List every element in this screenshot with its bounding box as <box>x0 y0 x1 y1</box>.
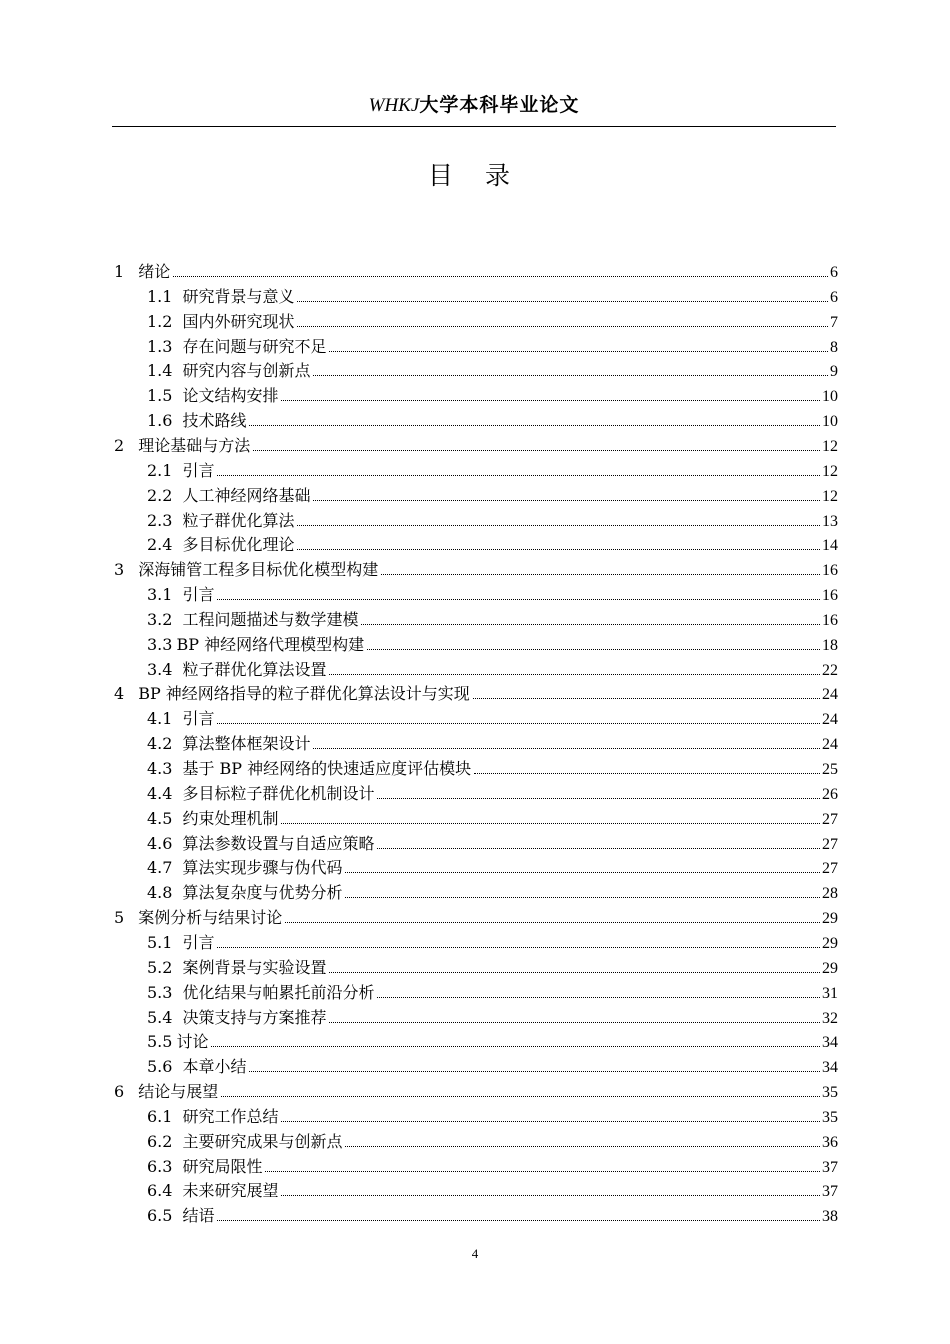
toc-dot-leader <box>313 748 820 749</box>
toc-entry-title: 引言 <box>182 585 215 605</box>
page-number: 4 <box>471 1246 479 1261</box>
toc-section-entry[interactable] <box>147 658 838 683</box>
toc-entry-number: 5.1 <box>147 932 173 952</box>
toc-dot-leader <box>281 1121 820 1122</box>
toc-entry-number: 4 <box>114 684 125 704</box>
toc-entry-label <box>147 310 294 335</box>
toc-entry-label <box>147 757 471 782</box>
toc-entry-label <box>147 782 374 807</box>
toc-page-number: 35 <box>822 1084 838 1102</box>
toc-entry-number: 4.7 <box>147 858 173 878</box>
toc-section-entry[interactable] <box>147 310 838 335</box>
toc-entry-title: 存在问题与研究不足 <box>182 336 327 356</box>
toc-dot-leader <box>329 674 820 675</box>
toc-entry-title: 基于 BP 神经网络的快速适应度评估模块 <box>182 759 472 778</box>
toc-section-entry[interactable] <box>147 335 838 360</box>
toc-chapter-entry[interactable] <box>114 682 838 707</box>
toc-page-number: 36 <box>822 1133 838 1151</box>
toc-entry-number: 6.3 <box>147 1156 173 1176</box>
toc-entry-number: 2.1 <box>147 460 173 480</box>
toc-dot-leader <box>297 525 820 526</box>
toc-entry-label <box>147 1105 278 1130</box>
toc-entry-title: 国内外研究现状 <box>182 311 295 331</box>
toc-entry-number: 4.3 <box>147 759 173 778</box>
toc-entry-number: 6 <box>114 1082 125 1102</box>
toc-entry-label <box>147 335 326 360</box>
toc-chapter-entry[interactable] <box>114 558 838 583</box>
toc-dot-leader <box>297 549 820 550</box>
toc-entry-label <box>147 881 342 906</box>
toc-page-number: 27 <box>822 835 838 853</box>
toc-section-entry[interactable] <box>147 533 838 558</box>
toc-dot-leader <box>329 1022 820 1023</box>
toc-entry-title: 技术路线 <box>182 411 247 431</box>
toc-dot-leader <box>211 1046 820 1047</box>
toc-dot-leader <box>473 698 820 699</box>
toc-entry-title: 粒子群优化算法设置 <box>182 659 327 679</box>
toc-entry-label <box>114 682 470 707</box>
toc-entry-label <box>147 1179 278 1204</box>
toc-entry-number: 6.5 <box>147 1206 173 1226</box>
header-title <box>369 94 580 116</box>
toc-entry-title: 结语 <box>182 1206 215 1226</box>
toc-entry-number: 3.2 <box>147 609 173 629</box>
toc-section-entry[interactable] <box>147 583 838 608</box>
toc-entry-number: 2.2 <box>147 485 173 505</box>
toc-entry-title: BP 神经网络代理模型构建 <box>176 634 365 654</box>
toc-dot-leader <box>297 326 828 327</box>
toc-entry-title: 约束处理机制 <box>182 808 279 828</box>
toc-page-number: 13 <box>822 512 838 530</box>
toc-entry-number: 1.5 <box>147 386 173 406</box>
toc-entry-title: 研究局限性 <box>182 1156 263 1176</box>
toc-page-number: 24 <box>822 736 838 754</box>
toc-entry-title: 理论基础与方法 <box>138 435 251 455</box>
toc-entry-title: 案例分析与结果讨论 <box>138 908 283 928</box>
toc-entry-number: 6.1 <box>147 1106 173 1126</box>
toc-entry-label <box>147 583 214 608</box>
toc-section-entry[interactable] <box>147 1179 838 1204</box>
toc-entry-title: 人工神经网络基础 <box>182 485 311 505</box>
toc-entry-number: 4.2 <box>147 734 173 754</box>
toc-page-number: 16 <box>822 611 838 629</box>
toc-entry-label <box>147 1204 214 1229</box>
toc-dot-leader <box>474 773 820 774</box>
toc-dot-leader <box>173 276 828 277</box>
toc-dot-leader <box>377 798 820 799</box>
toc-entry-number: 5.6 <box>147 1057 173 1077</box>
toc-entry-number: 4.1 <box>147 709 173 729</box>
toc-dot-leader <box>377 997 820 998</box>
toc-dot-leader <box>377 848 820 849</box>
toc-entry-number: 2 <box>114 435 125 455</box>
toc-entry-number: 4.5 <box>147 808 173 828</box>
toc-dot-leader <box>329 972 820 973</box>
toc-entry-label <box>147 1006 326 1031</box>
toc-section-entry[interactable] <box>147 285 838 310</box>
toc-dot-leader <box>249 1071 820 1072</box>
header-chinese: 大学本科毕业论文 <box>419 94 580 116</box>
toc-entry-label <box>147 459 214 484</box>
toc-entry-label <box>147 1030 208 1055</box>
toc-entry-title: 主要研究成果与创新点 <box>182 1131 343 1151</box>
toc-page-number: 8 <box>830 338 838 356</box>
toc-chapter-entry[interactable] <box>114 260 838 285</box>
toc-entry-label <box>114 558 378 583</box>
toc-entry-title: 研究内容与创新点 <box>182 361 311 381</box>
toc-section-entry[interactable] <box>147 509 838 534</box>
toc-page-number: 37 <box>822 1158 838 1176</box>
toc-entry-number: 4.4 <box>147 783 173 803</box>
toc-section-entry[interactable] <box>147 459 838 484</box>
toc-entry-label <box>147 384 278 409</box>
toc-entry-label <box>147 633 364 658</box>
toc-entry-number: 5.4 <box>147 1007 173 1027</box>
toc-page-number: 29 <box>822 910 838 928</box>
toc-entry-title: 多目标优化理论 <box>182 535 295 555</box>
toc-entry-title: 案例背景与实验设置 <box>182 957 327 977</box>
toc-entry-label <box>147 832 374 857</box>
toc-dot-leader <box>313 500 820 501</box>
toc-entry-number: 6.2 <box>147 1131 173 1151</box>
toc-section-entry[interactable] <box>147 707 838 732</box>
toc-section-entry[interactable] <box>147 981 838 1006</box>
toc-page-number: 12 <box>822 437 838 455</box>
toc-page-number: 24 <box>822 711 838 729</box>
toc-page-number: 29 <box>822 959 838 977</box>
toc-entry-label <box>147 707 214 732</box>
toc-entry-title: 工程问题描述与数学建模 <box>182 609 359 629</box>
toc-page-number: 6 <box>830 264 838 281</box>
toc-entry-label <box>147 285 294 310</box>
toc-section-entry[interactable] <box>147 359 838 384</box>
toc-section-entry[interactable] <box>147 1130 838 1155</box>
toc-page-number: 18 <box>822 636 838 654</box>
toc-section-entry[interactable] <box>147 384 838 409</box>
toc-page-number: 31 <box>822 984 838 1002</box>
toc-page-number: 7 <box>830 313 838 331</box>
toc-dot-leader <box>345 897 820 898</box>
toc-chapter-entry[interactable] <box>114 906 838 931</box>
toc-dot-leader <box>345 872 820 873</box>
toc-entry-label <box>147 732 310 757</box>
toc-dot-leader <box>253 450 820 451</box>
toc-entry-label <box>147 359 310 384</box>
toc-entry-number: 1 <box>114 262 125 281</box>
toc-entry-title: 深海铺管工程多目标优化模型构建 <box>138 560 379 580</box>
toc-section-entry[interactable] <box>147 956 838 981</box>
toc-dot-leader <box>217 947 820 948</box>
toc-section-entry[interactable] <box>147 1105 838 1130</box>
toc-entry-title: BP 神经网络指导的粒子群优化算法设计与实现 <box>138 684 470 704</box>
toc-entry-number: 5.3 <box>147 982 173 1002</box>
toc-page-number: 16 <box>822 562 838 580</box>
toc-entry-number: 3 <box>114 560 125 580</box>
toc-chapter-entry[interactable] <box>114 434 838 459</box>
toc-dot-leader <box>249 425 820 426</box>
toc-dot-leader <box>265 1171 820 1172</box>
toc-section-entry[interactable] <box>147 409 838 434</box>
toc-entry-label <box>147 533 294 558</box>
toc-entry-title: 优化结果与帕累托前沿分析 <box>182 982 375 1002</box>
toc-page-number: 12 <box>822 487 838 505</box>
toc-entry-number: 5 <box>114 908 125 928</box>
toc-entry-label <box>114 906 282 931</box>
toc-section-entry[interactable] <box>147 732 838 757</box>
toc-dot-leader <box>329 351 828 352</box>
toc-section-entry[interactable] <box>147 608 838 633</box>
toc-entry-title: 讨论 <box>176 1032 209 1052</box>
toc-page-number: 22 <box>822 661 838 679</box>
toc-page-number: 34 <box>822 1034 838 1052</box>
toc-entry-title: 粒子群优化算法 <box>182 510 295 530</box>
toc-entry-number: 1.1 <box>147 286 173 306</box>
toc-entry-label <box>147 931 214 956</box>
toc-section-entry[interactable] <box>147 1155 838 1180</box>
toc-page-number: 10 <box>822 388 838 406</box>
toc-section-entry[interactable] <box>147 484 838 509</box>
toc-dot-leader <box>281 1195 820 1196</box>
toc-entry-number: 1.6 <box>147 411 173 431</box>
toc-page-number: 34 <box>822 1059 838 1077</box>
toc-page-number: 32 <box>822 1009 838 1027</box>
toc-dot-leader <box>217 599 820 600</box>
toc-entry-number: 5.5 <box>147 1032 173 1052</box>
toc-dot-leader <box>367 649 820 650</box>
toc-entry-label <box>147 856 342 881</box>
toc-page-number: 26 <box>822 785 838 803</box>
toc-entry-number: 1.3 <box>147 336 173 356</box>
toc-page-number: 12 <box>822 462 838 480</box>
toc-entry-number: 2.3 <box>147 510 173 530</box>
toc-page-number: 27 <box>822 860 838 878</box>
toc-entry-title: 本章小结 <box>182 1057 247 1077</box>
toc-entry-number: 3.1 <box>147 585 173 605</box>
toc-page-number: 27 <box>822 810 838 828</box>
toc-section-entry[interactable] <box>147 832 838 857</box>
toc-entry-title: 算法实现步骤与伪代码 <box>182 858 343 878</box>
toc-dot-leader <box>217 475 820 476</box>
header-latin: WHKJ <box>368 95 420 116</box>
toc-section-entry[interactable] <box>147 1030 838 1055</box>
toc-entry-label <box>147 608 358 633</box>
toc-entry-title: 研究工作总结 <box>182 1106 279 1126</box>
toc-page-number: 38 <box>822 1208 838 1226</box>
toc-dot-leader <box>313 375 828 376</box>
toc-entry-title: 结论与展望 <box>138 1082 219 1102</box>
toc-dot-leader <box>345 1146 820 1147</box>
toc-dot-leader <box>381 574 820 575</box>
toc-page-number: 9 <box>830 363 838 381</box>
toc-entry-title: 未来研究展望 <box>182 1181 279 1201</box>
toc-entry-number: 5.2 <box>147 957 173 977</box>
toc-page-number: 10 <box>822 413 838 431</box>
toc-dot-leader <box>281 400 820 401</box>
toc-page-number: 6 <box>830 288 838 306</box>
toc-entry-number: 2.4 <box>147 535 173 555</box>
toc-entry-number: 3.3 <box>147 634 173 654</box>
toc-entry-label <box>147 484 310 509</box>
toc-page-number: 29 <box>822 934 838 952</box>
toc-entry-label <box>147 1155 262 1180</box>
toc-entry-title: 算法复杂度与优势分析 <box>182 883 343 903</box>
toc-section-entry[interactable] <box>147 633 838 658</box>
toc-page-number: 14 <box>822 537 838 555</box>
toc-entry-title: 引言 <box>182 460 215 480</box>
toc-entry-title: 算法参数设置与自适应策略 <box>182 833 375 853</box>
toc-entry-label <box>114 1080 218 1105</box>
toc-section-entry[interactable] <box>147 757 838 782</box>
toc-entry-number: 3.4 <box>147 659 173 679</box>
toc-entry-label <box>114 260 170 285</box>
toc-section-entry[interactable] <box>147 931 838 956</box>
toc-dot-leader <box>361 624 820 625</box>
toc-entry-title: 多目标粒子群优化机制设计 <box>182 783 375 803</box>
toc-title: 目 录 <box>428 161 522 190</box>
toc-section-entry[interactable] <box>147 856 838 881</box>
toc-dot-leader <box>217 1220 820 1221</box>
toc-entry-label <box>147 1055 246 1080</box>
toc-dot-leader <box>281 823 820 824</box>
toc-dot-leader <box>285 922 820 923</box>
toc-entry-label <box>147 981 374 1006</box>
toc-section-entry[interactable] <box>147 881 838 906</box>
toc-page-number: 35 <box>822 1108 838 1126</box>
toc-page-number: 16 <box>822 587 838 605</box>
running-header <box>112 88 836 127</box>
toc-section-entry[interactable] <box>147 1204 838 1229</box>
toc-section-entry[interactable] <box>147 782 838 807</box>
toc-entry-label <box>147 807 278 832</box>
toc-entry-number: 4.6 <box>147 833 173 853</box>
toc-entry-label <box>147 956 326 981</box>
toc-dot-leader <box>217 723 820 724</box>
toc-entry-title: 算法整体框架设计 <box>182 734 311 754</box>
toc-section-entry[interactable] <box>147 807 838 832</box>
toc-page-number: 28 <box>822 885 838 903</box>
toc-entry-title: 论文结构安排 <box>182 386 279 406</box>
toc-entry-label <box>114 434 250 459</box>
toc-dot-leader <box>297 301 828 302</box>
toc-entry-label <box>147 658 326 683</box>
toc-entry-title: 决策支持与方案推荐 <box>182 1007 327 1027</box>
toc-entry-label <box>147 409 246 434</box>
toc-entry-label <box>147 1130 342 1155</box>
toc-entry-number: 1.2 <box>147 311 173 331</box>
toc-entry-number: 4.8 <box>147 883 173 903</box>
toc-dot-leader <box>221 1096 820 1097</box>
toc-section-entry[interactable] <box>147 1006 838 1031</box>
toc-chapter-entry[interactable] <box>114 1080 838 1105</box>
toc-entry-title: 引言 <box>182 709 215 729</box>
toc-page-number: 24 <box>822 686 838 704</box>
toc-section-entry[interactable] <box>147 1055 838 1080</box>
toc-entry-number: 1.4 <box>147 361 173 381</box>
toc-entry-title: 绪论 <box>138 262 171 281</box>
toc-entry-title: 引言 <box>182 932 215 952</box>
toc-entry-number: 6.4 <box>147 1181 173 1201</box>
toc-page-number: 25 <box>822 761 838 778</box>
toc-page-number: 37 <box>822 1183 838 1201</box>
toc-entry-label <box>147 509 294 534</box>
toc-entry-title: 研究背景与意义 <box>182 286 295 306</box>
